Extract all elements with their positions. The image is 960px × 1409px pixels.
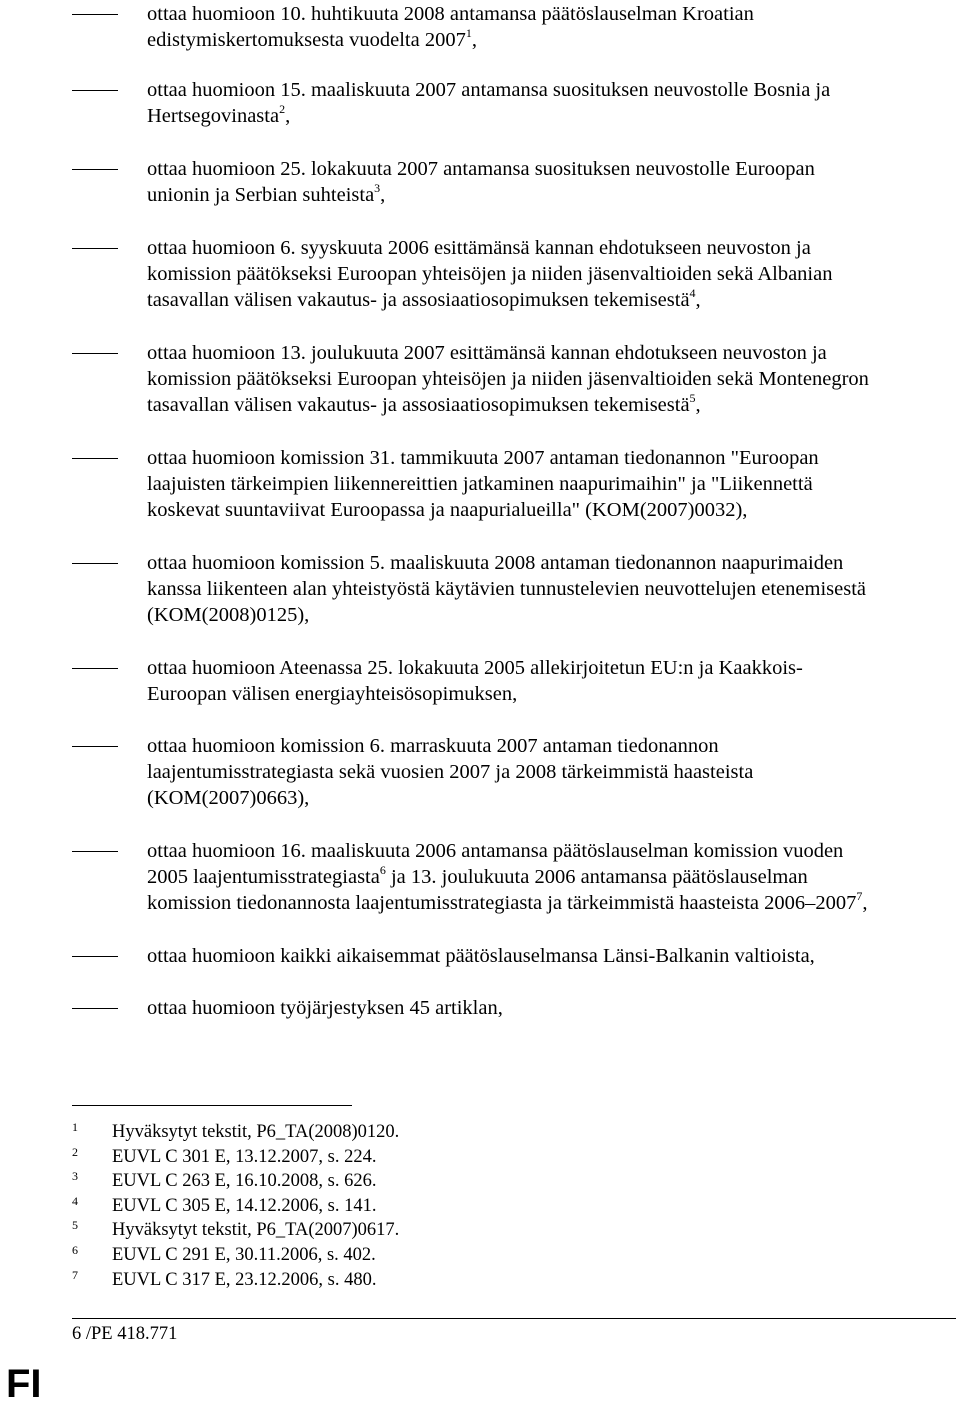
dash-bullet [72,353,118,354]
footnote-ref: 4 [689,286,696,301]
recital-text [147,445,937,523]
footnote-number: 3 [72,1169,78,1184]
text-line: unionin ja Serbian suhteista$^3$, [147,181,386,206]
text-line: ottaa huomioon Ateenassa 25. lokakuuta 2005 allekirjoitetun EU:n ja Kaakkois- [147,657,803,679]
text-line: Hertsegovinasta$^2$, [147,102,291,127]
recital-text [147,655,937,707]
text-line: ottaa huomioon komission 31. tammikuuta 2007 antaman tiedonannon "Euroopan [147,447,819,469]
footnote-ref: 7 [856,889,863,904]
dash-bullet [72,956,118,957]
text-line: ottaa huomioon komission 6. marraskuuta 2007 antaman tiedonannon [147,735,719,757]
recital-text [147,995,937,1021]
text-line: laajuisten tärkeimpien liikennereittien jatkaminen naapurimaihin" ja "Liikennettä [147,473,813,495]
footnote [72,1145,672,1170]
text-line: laajentumisstrategiasta sekä vuosien 2007 ja 2008 tärkeimmistä haasteista [147,761,754,783]
text-line: 2005 laajentumisstrategiasta$^6$ ja 13. joulukuuta 2006 antamansa päätöslauselman [147,863,808,888]
footnote-number: 1 [72,1120,78,1134]
text-line: edistymiskertomuksesta vuodelta 2007$^1$, [147,26,477,51]
dash-bullet [72,90,118,91]
text-line: tasavallan välisen vakautus- ja assosiaatiosopimuksen tekemisestä$^5$, [147,391,701,416]
footnote [72,1243,672,1268]
footnotes [72,1120,672,1292]
recital-text [147,838,937,916]
footnote [72,1120,672,1145]
recital-text [147,156,937,208]
dash-bullet [72,169,118,170]
footnote-ref: 2 [279,102,286,117]
footnote [72,1169,672,1194]
footnote [72,1268,672,1293]
text-line: Euroopan välisen energiayhteisösopimuksen, [147,683,518,705]
footnote-text: EUVL C 301 E, 13.12.2007, s. 224. [112,1146,377,1167]
footnote-number: 7 [72,1267,78,1282]
footnote-number: 2 [72,1144,78,1159]
text-line: (KOM(2008)0125), [147,604,310,626]
footnote-text: Hyväksytyt tekstit, P6_TA(2008)0120. [112,1122,400,1142]
text-line: ottaa huomioon 10. huhtikuuta 2008 antamansa päätöslauselman Kroatian [147,3,754,25]
footnote-ref: 6 [379,863,386,878]
footnote-ref: 5 [689,391,696,406]
footnote [72,1218,672,1243]
footnote-ref: 3 [374,181,381,196]
text-line: komission päätökseksi Euroopan yhteisöjen ja niiden jäsenvaltioiden sekä Albanian [147,263,833,285]
recital-text [147,550,937,628]
text-line: komission päätökseksi Euroopan yhteisöjen ja niiden jäsenvaltioiden sekä Montenegron [147,368,869,390]
recital-text [147,733,937,811]
text-line: tasavallan välisen vakautus- ja assosiaatiosopimuksen tekemisestä$^4$, [147,286,701,311]
dash-bullet [72,1008,118,1009]
recital-text [147,1,937,53]
text-line: ottaa huomioon 25. lokakuuta 2007 antamansa suosituksen neuvostolle Euroopan [147,158,815,180]
footnote-text: EUVL C 305 E, 14.12.2006, s. 141. [112,1195,377,1216]
dash-bullet [72,458,118,459]
footnote-text: EUVL C 291 E, 30.11.2006, s. 402. [112,1244,376,1265]
footnote-separator [72,1105,352,1106]
dash-bullet [72,851,118,852]
text-line: ottaa huomioon kaikki aikaisemmat päätöslauselmansa Länsi-Balkanin valtioista, [147,945,815,967]
text-line: ottaa huomioon 15. maaliskuuta 2007 antamansa suosituksen neuvostolle Bosnia ja [147,79,831,101]
page-footer-rule [72,1318,956,1319]
text-line: koskevat suuntaviivat Euroopassa ja naapurialueilla" (KOM(2007)0032), [147,499,748,521]
text-line: ottaa huomioon 16. maaliskuuta 2006 antamansa päätöslauselman komission vuoden [147,840,844,862]
footnote-number: 5 [72,1218,78,1233]
text-line: ottaa huomioon komission 5. maaliskuuta 2008 antaman tiedonannon naapurimaiden [147,552,844,574]
dash-bullet [72,563,118,564]
recital-text [147,340,937,418]
footnote [72,1194,672,1219]
language-code: FI [6,1362,42,1406]
footnote-ref: 1 [465,26,472,41]
footnote-text: EUVL C 317 E, 23.12.2006, s. 480. [112,1269,377,1290]
dash-bullet [72,668,118,669]
dash-bullet [72,248,118,249]
text-line: kanssa liikenteen alan yhteistyöstä käytävien tunnustelevien neuvottelujen etenemisestä [147,578,866,600]
recital-text [147,943,937,969]
dash-bullet [72,746,118,747]
text-line: komission tiedonannosta laajentumisstrategiasta ja tärkeimmistä haasteista 2006–2007$^7$, [147,889,868,914]
text-line: ottaa huomioon työjärjestyksen 45 artiklan, [147,997,503,1019]
recital-text [147,235,937,313]
footnote-number: 6 [72,1242,78,1257]
recital-text [147,77,937,129]
text-line: ottaa huomioon 13. joulukuuta 2007 esittämänsä kannan ehdotukseen neuvoston ja [147,342,827,364]
page-reference: 6 /PE 418.771 [72,1324,178,1344]
text-line: ottaa huomioon 6. syyskuuta 2006 esittämänsä kannan ehdotukseen neuvoston ja [147,237,811,259]
dash-bullet [72,14,118,15]
footnote-text: EUVL C 263 E, 16.10.2008, s. 626. [112,1171,377,1192]
footnote-number: 4 [72,1193,78,1208]
text-line: (KOM(2007)0663), [147,787,310,809]
footnote-text: Hyväksytyt tekstit, P6_TA(2007)0617. [112,1220,400,1241]
